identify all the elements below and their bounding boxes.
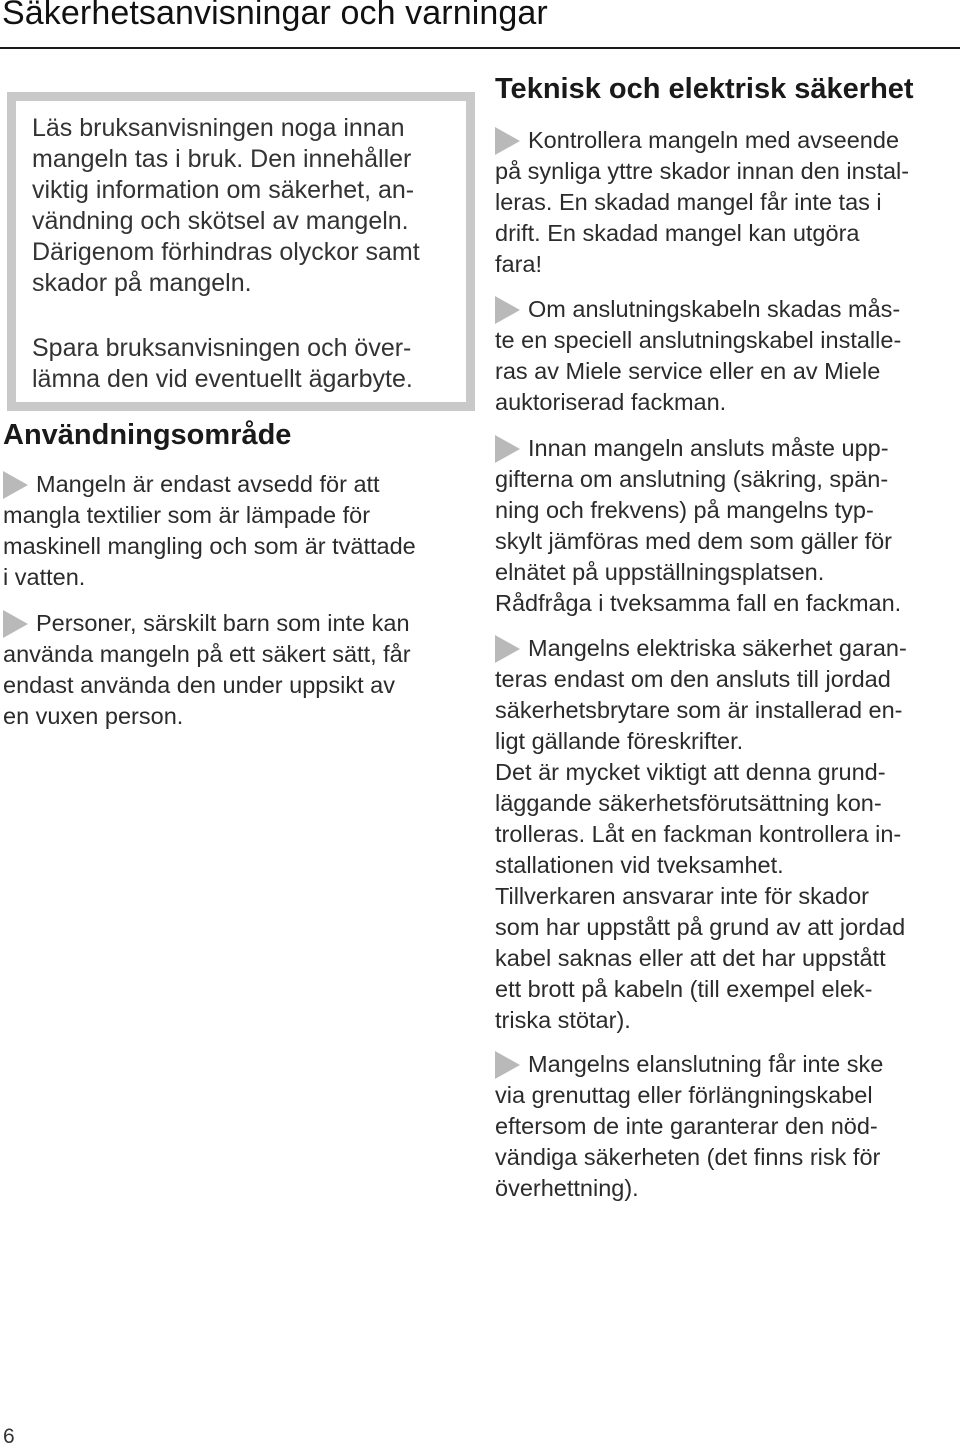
text-line: på synliga yttre skador innan den instal-: [495, 158, 910, 184]
text-line-content: Kontrollera mangeln med avseende: [528, 127, 900, 153]
text-line: Läs bruksanvisningen noga innan: [32, 114, 405, 142]
text-line: Spara bruksanvisningen och över-: [32, 334, 412, 362]
title-divider: [0, 47, 960, 49]
text-line: säkerhetsbrytare som är installerad en-: [495, 697, 903, 723]
text-line: [495, 633, 907, 664]
text-line: maskinell mangling och som är tvättade: [3, 533, 416, 559]
technical-item-connection-data: [495, 433, 901, 619]
text-line: triska stötar).: [495, 1007, 631, 1033]
arrow-bullet-icon: [495, 435, 520, 463]
text-line-content: Personer, särskilt barn som inte kan: [36, 610, 410, 636]
notice-paragraph-keep-manual: [32, 333, 413, 395]
text-line: vändiga säkerheten (det finns risk för: [495, 1144, 881, 1170]
arrow-bullet-icon: [495, 127, 520, 155]
text-line: via grenuttag eller förlängningskabel: [495, 1082, 873, 1108]
arrow-bullet-icon: [495, 1051, 520, 1079]
text-line: mangla textilier som är lämpade för: [3, 502, 371, 528]
arrow-bullet-icon: [495, 296, 520, 324]
text-line: [495, 1049, 883, 1080]
text-line: teras endast om den ansluts till jordad: [495, 666, 891, 692]
text-line: som har uppstått på grund av att jordad: [495, 914, 906, 940]
technical-item-no-extension: [495, 1049, 883, 1204]
arrow-bullet-icon: [495, 635, 520, 663]
text-line: i vatten.: [3, 564, 86, 590]
technical-heading: Teknisk och elektrisk säkerhet: [495, 73, 914, 105]
text-line: ligt gällande föreskrifter.: [495, 728, 744, 754]
text-line: Tillverkaren ansvarar inte för skador: [495, 883, 869, 909]
page-title: Säkerhetsanvisningar och varningar: [2, 0, 548, 32]
usage-heading: Användningsområde: [3, 419, 292, 451]
text-line: läggande säkerhetsförutsättning kon-: [495, 790, 882, 816]
usage-item-intended-use: [3, 469, 416, 593]
text-line: leras. En skadad mangel får inte tas i: [495, 189, 882, 215]
technical-item-cable-damage: [495, 294, 901, 418]
text-line: vändning och skötsel av mangeln.: [32, 207, 409, 235]
text-line: mangeln tas i bruk. Den innehåller: [32, 145, 412, 173]
text-line: endast använda den under uppsikt av: [3, 672, 395, 698]
text-line: skador på mangeln.: [32, 269, 252, 297]
text-line: lämna den vid eventuellt ägarbyte.: [32, 365, 413, 393]
text-line: elnätet på uppställningsplatsen.: [495, 559, 825, 585]
text-line-content: Mangelns elanslutning får inte ske: [528, 1051, 884, 1077]
text-line: [495, 294, 901, 325]
text-line-content: Innan mangeln ansluts måste upp-: [528, 435, 889, 461]
usage-item-supervision: [3, 608, 411, 732]
text-line: eftersom de inte garanterar den nöd-: [495, 1113, 878, 1139]
text-line: kabel saknas eller att det har uppstått: [495, 945, 886, 971]
text-line: drift. En skadad mangel kan utgöra: [495, 220, 860, 246]
text-line: skylt jämföras med dem som gäller för: [495, 528, 893, 554]
text-line: gifterna om anslutning (säkring, spän-: [495, 466, 889, 492]
text-line: te en speciell anslutningskabel installe-: [495, 327, 902, 353]
text-line-content: Mangelns elektriska säkerhet garan-: [528, 635, 907, 661]
text-line: [3, 469, 416, 500]
text-line: fara!: [495, 251, 543, 277]
text-line: ett brott på kabeln (till exempel elek-: [495, 976, 873, 1002]
text-line-content: Mangeln är endast avsedd för att: [36, 471, 380, 497]
text-line: [495, 433, 901, 464]
arrow-bullet-icon: [3, 471, 28, 499]
text-line: ning och frekvens) på mangelns typ-: [495, 497, 874, 523]
text-line: Rådfråga i tveksamma fall en fackman.: [495, 590, 902, 616]
text-line: Det är mycket viktigt att denna grund-: [495, 759, 886, 785]
text-line: viktig information om säkerhet, an-: [32, 176, 415, 204]
text-line: använda mangeln på ett säkert sätt, får: [3, 641, 411, 667]
page-number: 6: [3, 1425, 15, 1448]
text-line: [495, 125, 909, 156]
technical-item-grounding: [495, 633, 907, 1036]
arrow-bullet-icon: [3, 610, 28, 638]
text-line: ras av Miele service eller en av Miele: [495, 358, 881, 384]
technical-item-inspect-damage: [495, 125, 909, 280]
text-line: [3, 608, 411, 639]
text-line: stallationen vid tveksamhet.: [495, 852, 784, 878]
text-line: auktoriserad fackman.: [495, 389, 727, 415]
text-line: trolleras. Låt en fackman kontrollera in-: [495, 821, 902, 847]
notice-box: [7, 92, 475, 411]
text-line: Därigenom förhindras olyckor samt: [32, 238, 420, 266]
text-line: överhettning).: [495, 1175, 639, 1201]
notice-paragraph-read-manual: [32, 113, 420, 299]
text-line: en vuxen person.: [3, 703, 184, 729]
text-line-content: Om anslutningskabeln skadas mås-: [528, 296, 901, 322]
